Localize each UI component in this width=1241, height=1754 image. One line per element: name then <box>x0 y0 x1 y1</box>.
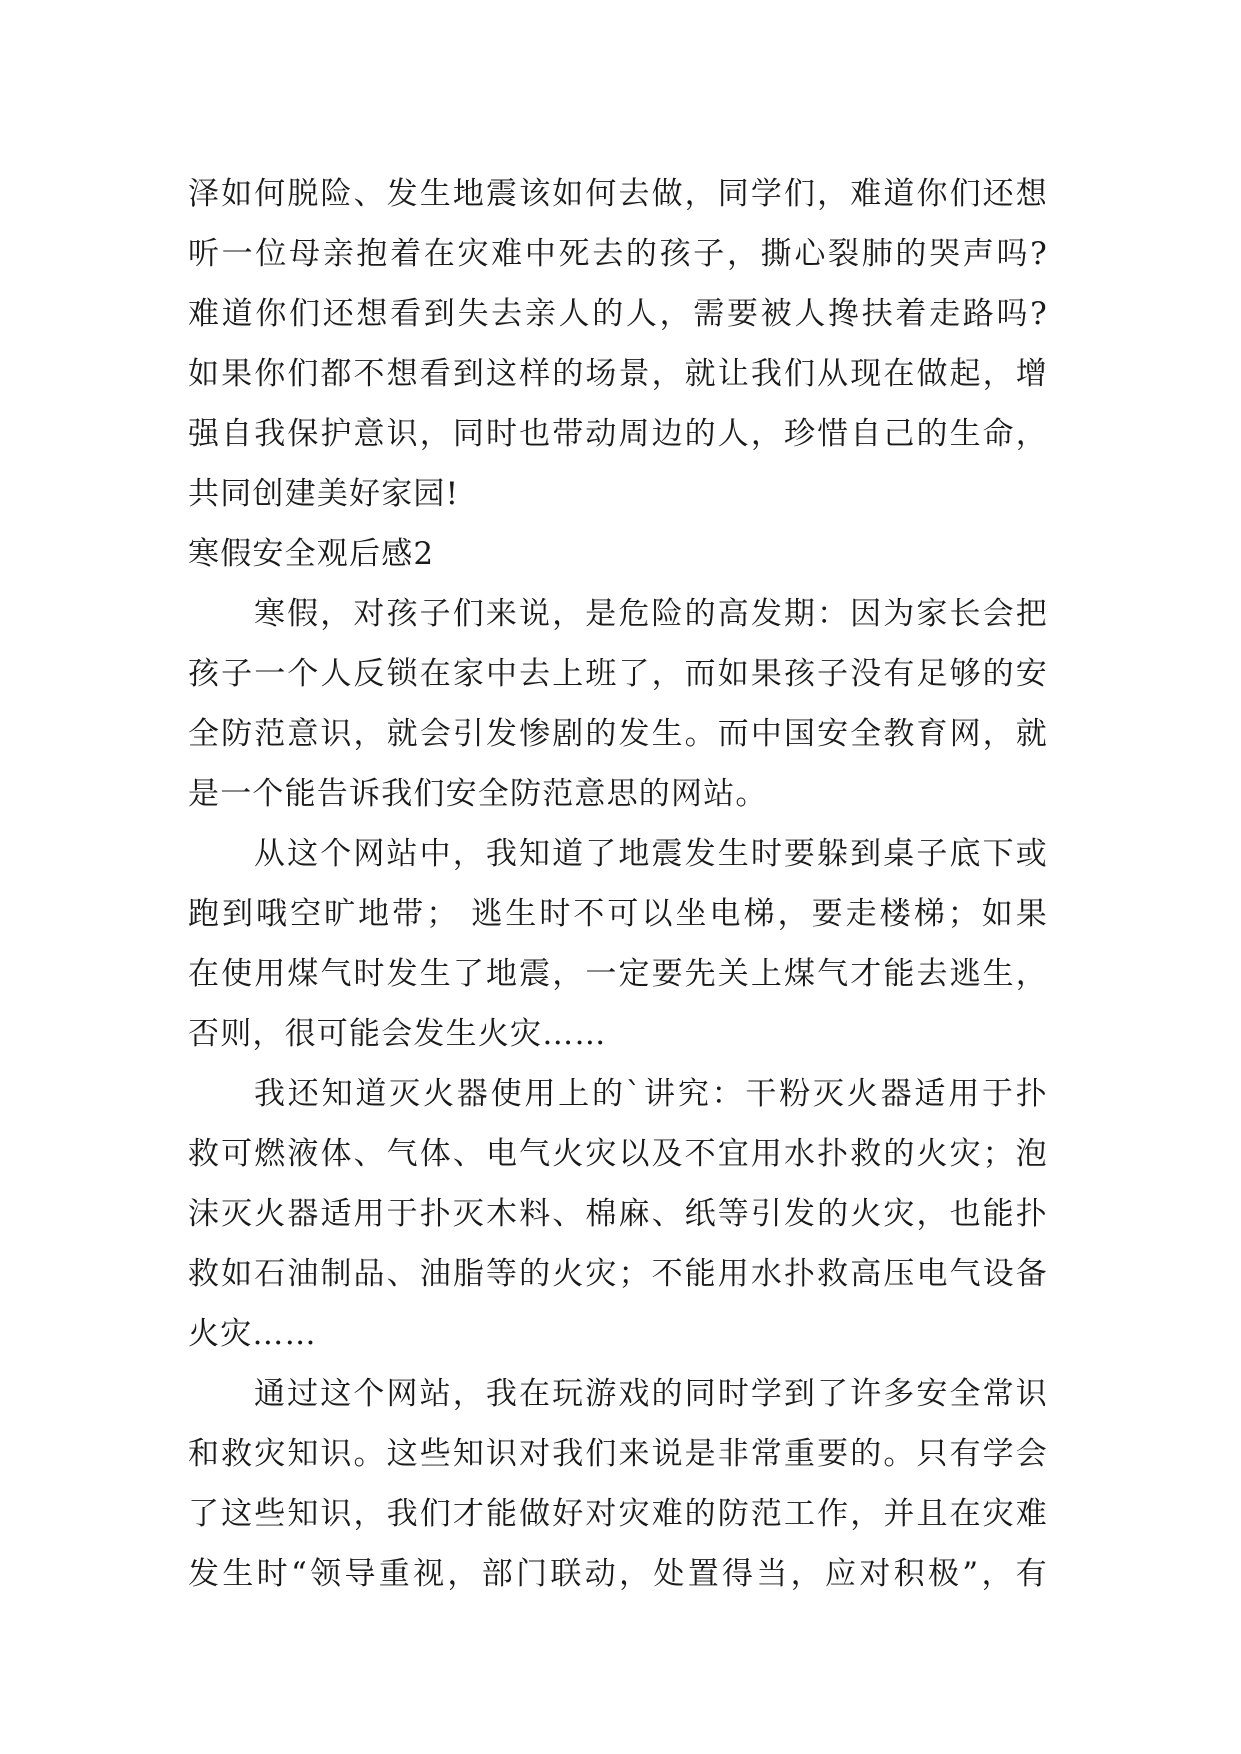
paragraph-continued <box>188 164 1048 524</box>
text-line: 跑到哦空旷地带； 逃生时不可以坐电梯，要走楼梯；如果 <box>188 896 1048 932</box>
text-line: 共同创建美好家园! <box>188 476 460 512</box>
text-line: 救如石油制品、油脂等的火灾；不能用水扑救高压电气设备 <box>188 1256 1048 1292</box>
paragraph <box>188 1364 1048 1604</box>
text-line: 我还知道灭火器使用上的`讲究：干粉灭火器适用于扑 <box>254 1076 1048 1112</box>
text-line: 沫灭火器适用于扑灭木料、棉麻、纸等引发的火灾，也能扑 <box>188 1196 1048 1232</box>
text-line: 寒假，对孩子们来说，是危险的高发期：因为家长会把 <box>254 596 1048 632</box>
text-line: 发生时“领导重视，部门联动，处置得当，应对积极”，有 <box>188 1556 1048 1592</box>
text-line: 救可燃液体、气体、电气火灾以及不宜用水扑救的火灾；泡 <box>188 1136 1048 1172</box>
document-body <box>188 164 1048 1604</box>
section-heading: 寒假安全观后感2 <box>188 536 435 572</box>
paragraph <box>188 584 1048 824</box>
text-line: 通过这个网站，我在玩游戏的同时学到了许多安全常识 <box>254 1376 1048 1412</box>
text-line: 强自我保护意识，同时也带动周边的人，珍惜自己的生命， <box>188 416 1048 452</box>
text-line: 从这个网站中，我知道了地震发生时要躲到桌子底下或 <box>254 836 1048 872</box>
text-line: 泽如何脱险、发生地震该如何去做，同学们，难道你们还想 <box>188 176 1048 212</box>
text-line: 了这些知识，我们才能做好对灾难的防范工作，并且在灾难 <box>188 1496 1048 1532</box>
text-line: 难道你们还想看到失去亲人的人，需要被人搀扶着走路吗? <box>188 296 1048 332</box>
paragraph <box>188 824 1048 1064</box>
text-line: 和救灾知识。这些知识对我们来说是非常重要的。只有学会 <box>188 1436 1048 1472</box>
text-line: 孩子一个人反锁在家中去上班了，而如果孩子没有足够的安 <box>188 656 1048 692</box>
text-line: 听一位母亲抱着在灾难中死去的孩子，撕心裂肺的哭声吗? <box>188 236 1048 272</box>
text-line: 如果你们都不想看到这样的场景，就让我们从现在做起，增 <box>188 356 1048 392</box>
text-line: 是一个能告诉我们安全防范意思的网站。 <box>188 776 768 812</box>
text-line: 全防范意识，就会引发惨剧的发生。而中国安全教育网，就 <box>188 716 1048 752</box>
text-line: 火灾…… <box>188 1316 317 1352</box>
text-line: 否则，很可能会发生火灾…… <box>188 1016 607 1052</box>
text-line: 在使用煤气时发生了地震，一定要先关上煤气才能去逃生， <box>188 956 1048 992</box>
paragraph <box>188 1064 1048 1364</box>
